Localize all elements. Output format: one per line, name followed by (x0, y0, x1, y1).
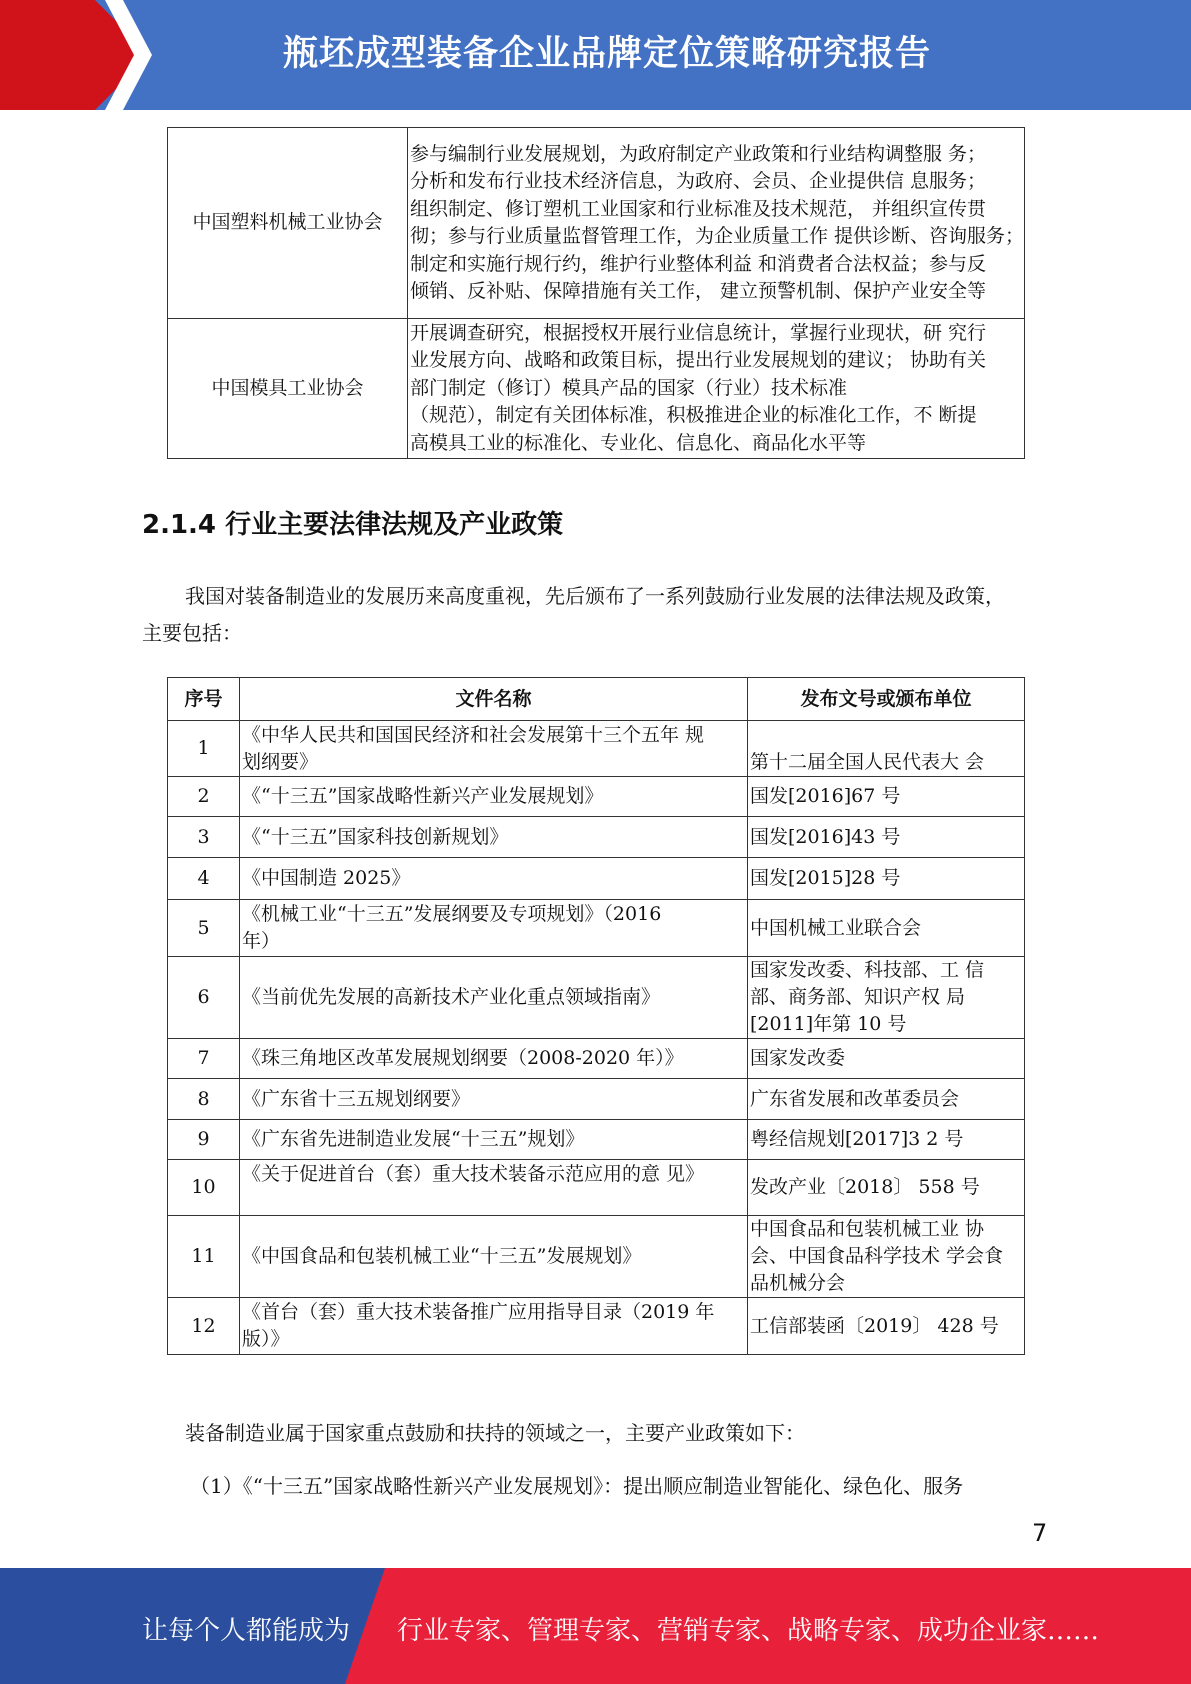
description-line: 部门制定（修订）模具产品的国家（行业）技术标准 (410, 376, 848, 399)
description-line: 分析和发布行业技术经济信息，为政府、会员、企业提供信 息服务； (410, 170, 987, 192)
issuer-line: 国发[2016]43 号 (750, 825, 901, 848)
issuer-line: 工信部装函〔2019〕 428 号 (750, 1314, 999, 1337)
policy-row (168, 777, 1025, 817)
issuer-line: 国家发改委、科技部、工 信 (750, 959, 985, 981)
issuer-line: 中国机械工业联合会 (750, 916, 922, 939)
document-name-line (242, 1188, 745, 1215)
issuer (748, 777, 1025, 817)
issuer-line: 会、中国食品科学技术 学会食 (750, 1245, 1004, 1267)
page-number: 7 (1032, 1519, 1048, 1547)
policy-table-header-row (168, 678, 1025, 721)
document-name-line: 《珠三角地区改革发展规划纲要（2008-2020 年）》 (242, 1047, 684, 1069)
document-name (240, 1079, 748, 1120)
document-name (240, 817, 748, 858)
issuer-line: 国发[2016]67 号 (750, 785, 901, 807)
description-line: （规范），制定有关团体标准，积极推进企业的标准化工作，不 断提 (410, 404, 977, 427)
row-number: 6 (168, 957, 240, 1039)
associations-table (167, 127, 1025, 459)
document-name-line: 《“十三五”国家战略性新兴产业发展规划》 (242, 785, 604, 807)
document-name-line: 《广东省先进制造业发展“十三五”规划》 (242, 1128, 585, 1150)
association-name: 中国塑料机械工业协会 (168, 128, 408, 319)
issuer (748, 721, 1025, 777)
issuer (748, 1160, 1025, 1216)
document-name (240, 957, 748, 1039)
issuer-line: 部、商务部、知识产权 局 (750, 986, 966, 1008)
issuer (748, 900, 1025, 957)
issuer (748, 858, 1025, 900)
policy-row (168, 957, 1025, 1039)
report-title: 瓶坯成型装备企业品牌定位策略研究报告 (283, 34, 932, 74)
document-name (240, 1216, 748, 1298)
issuer (748, 1039, 1025, 1079)
issuer (748, 1216, 1025, 1298)
association-description (408, 319, 1025, 459)
document-name-line: 《“十三五”国家科技创新规划》 (242, 825, 509, 848)
issuer (748, 1120, 1025, 1160)
description-line: 彻；参与行业质量监督管理工作，为企业质量工作 提供诊断、咨询服务； (410, 225, 1025, 247)
document-name (240, 1039, 748, 1079)
description-line: 制定和实施行规行约，维护行业整体利益 和消费者合法权益；参与反 (410, 252, 987, 275)
issuer-line: [2011]年第 10 号 (750, 1013, 907, 1035)
issuer-line: 品机械分会 (750, 1272, 846, 1294)
row-number: 7 (168, 1039, 240, 1079)
page-header (0, 0, 1191, 110)
policy-row (168, 1160, 1025, 1216)
association-row (168, 128, 1025, 319)
policy-row (168, 817, 1025, 858)
document-name (240, 777, 748, 817)
closing-paragraph: 装备制造业属于国家重点鼓励和扶持的领域之一，主要产业政策如下： (185, 1421, 805, 1445)
issuer-line: 第十二届全国人民代表大 会 (750, 751, 985, 773)
policy-row (168, 1298, 1025, 1355)
policy-table (167, 677, 1025, 1355)
intro-paragraph-line2: 主要包括： (142, 621, 242, 645)
description-line: 参与编制行业发展规划，为政府制定产业政策和行业结构调整服 务； (410, 142, 987, 165)
policy-row (168, 1120, 1025, 1160)
issuer (748, 957, 1025, 1039)
association-row (168, 319, 1025, 459)
header-number: 序号 (168, 678, 240, 721)
row-number: 4 (168, 858, 240, 900)
issuer (748, 1298, 1025, 1355)
issuer (748, 1079, 1025, 1120)
policy-row (168, 900, 1025, 957)
row-number: 3 (168, 817, 240, 858)
footer-slogan-left: 让每个人都能成为 (142, 1616, 351, 1646)
row-number: 8 (168, 1079, 240, 1120)
issuer-line: 中国食品和包装机械工业 协 (750, 1218, 985, 1240)
document-name-line: 《广东省十三五规划纲要》 (242, 1087, 471, 1110)
header-document-name: 文件名称 (240, 678, 748, 721)
issuer-line: 国家发改委 (750, 1047, 846, 1069)
issuer-line: 国发[2015]28 号 (750, 867, 901, 889)
policy-row (168, 1216, 1025, 1298)
document-name (240, 858, 748, 900)
issuer (748, 817, 1025, 858)
row-number: 12 (168, 1298, 240, 1355)
document-name-line: 《关于促进首台（套）重大技术装备示范应用的意 见》 (242, 1162, 705, 1185)
policy-row (168, 1039, 1025, 1079)
document-name-line: 《当前优先发展的高新技术产业化重点领域指南》 (242, 986, 661, 1008)
document-name (240, 1120, 748, 1160)
policy-row (168, 858, 1025, 900)
document-name (240, 1298, 748, 1355)
description-line: 业发展方向、战略和政策目标，提出行业发展规划的建议； 协助有关 (410, 349, 987, 372)
section-heading: 2.1.4 行业主要法律法规及产业政策 (142, 510, 564, 540)
policy-row (168, 1079, 1025, 1120)
policy-row (168, 721, 1025, 777)
description-line: 倾销、反补贴、保障措施有关工作， 建立预警机制、保护产业安全等 (410, 280, 987, 302)
description-line: 高模具工业的标准化、专业化、信息化、商品化水平等 (410, 431, 867, 454)
document-name (240, 900, 748, 957)
row-number: 9 (168, 1120, 240, 1160)
document-name-line: 版）》 (242, 1328, 290, 1350)
footer-slogan-right: 行业专家、管理专家、营销专家、战略专家、成功企业家…… (397, 1616, 1100, 1646)
document-name (240, 721, 748, 777)
row-number: 1 (168, 721, 240, 777)
document-name-line: 划纲要》 (242, 750, 319, 773)
document-name-line: 《中华人民共和国国民经济和社会发展第十三个五年 规 (242, 723, 705, 746)
issuer-line: 粤经信规划[2017]3 2 号 (750, 1128, 964, 1150)
row-number: 10 (168, 1160, 240, 1216)
document-name-line: 《中国食品和包装机械工业“十三五”发展规划》 (242, 1245, 642, 1267)
document-name (240, 1160, 748, 1216)
association-name: 中国模具工业协会 (168, 319, 408, 459)
document-name-line: 《中国制造 2025》 (242, 867, 411, 889)
description-line: 组织制定、修订塑机工业国家和行业标准及技术规范， 并组织宣传贯 (410, 197, 987, 220)
description-line: 开展调查研究，根据授权开展行业信息统计，掌握行业现状，研 究行 (410, 321, 987, 344)
row-number: 2 (168, 777, 240, 817)
document-name-line: 年） (242, 930, 281, 952)
association-description (408, 128, 1025, 319)
issuer-line: 发改产业〔2018〕 558 号 (750, 1176, 980, 1198)
header-issuer: 发布文号或颁布单位 (748, 678, 1025, 721)
document-name-line: 《首台（套）重大技术装备推广应用指导目录（2019 年 (242, 1301, 715, 1323)
page-footer (0, 1568, 1191, 1684)
document-name-line: 《机械工业“十三五”发展纲要及专项规划》（2016 (242, 903, 662, 925)
issuer-line: 广东省发展和改革委员会 (750, 1087, 960, 1110)
row-number: 5 (168, 900, 240, 957)
policy-item-1: （1）《“十三五”国家战略性新兴产业发展规划》：提出顺应制造业智能化、绿色化、服务 (190, 1474, 964, 1498)
intro-paragraph-line1: 我国对装备制造业的发展历来高度重视，先后颁布了一系列鼓励行业发展的法律法规及政策， (185, 584, 1005, 608)
row-number: 11 (168, 1216, 240, 1298)
